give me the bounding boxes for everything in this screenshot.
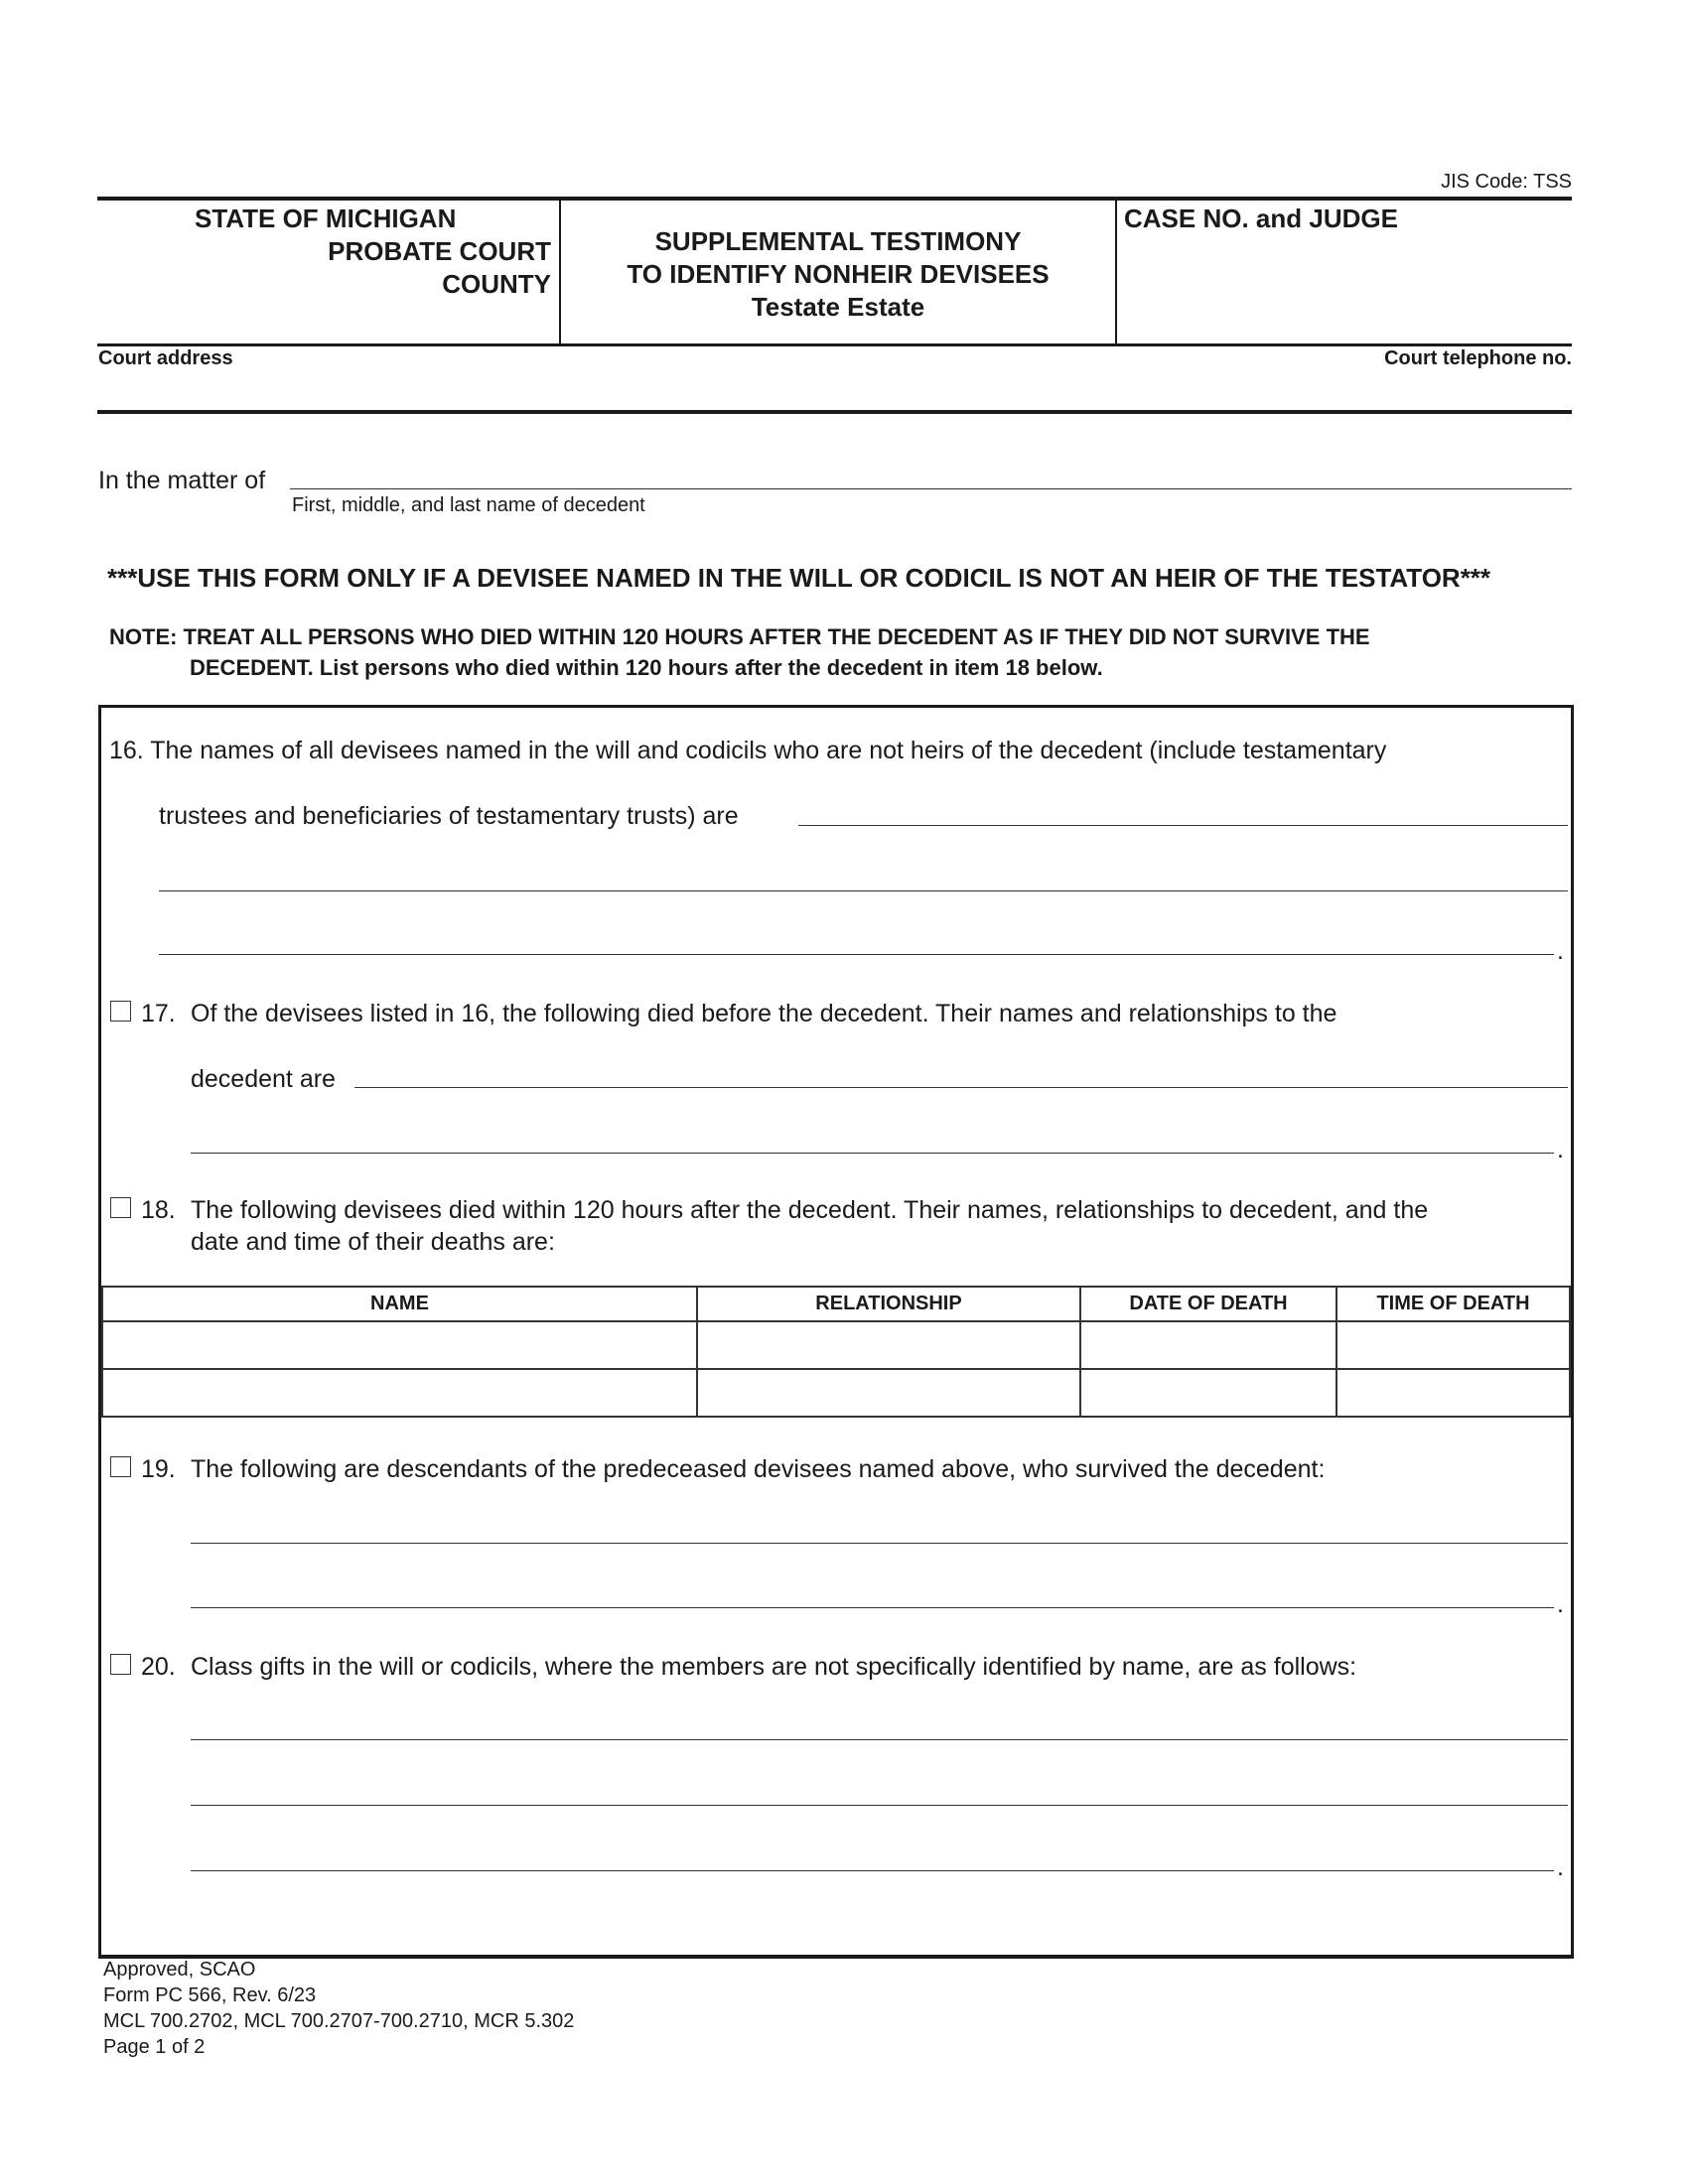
court-address-label: Court address xyxy=(98,347,233,369)
item-17-checkbox[interactable] xyxy=(110,1001,131,1022)
item-19-number: 19. xyxy=(141,1455,176,1483)
footer-approved: Approved, SCAO xyxy=(103,1959,256,1980)
item-18-text-2: date and time of their deaths are: xyxy=(191,1228,555,1256)
decedent-caption: First, middle, and last name of decedent xyxy=(292,494,645,516)
court-label: PROBATE COURT xyxy=(328,236,551,266)
item-18-text: The following devisees died within 120 hours after the decedent. Their names, relationships to decedent, and the xyxy=(191,1196,1429,1224)
item-16-field[interactable] xyxy=(798,825,1568,826)
item-19-checkbox[interactable] xyxy=(110,1456,131,1477)
footer-statutes: MCL 700.2702, MCL 700.2707-700.2710, MCR 5.302 xyxy=(103,2010,575,2032)
name-cell[interactable] xyxy=(102,1369,697,1417)
column-header-name: NAME xyxy=(102,1287,697,1321)
item-19-field[interactable] xyxy=(191,1607,1554,1608)
state-label: STATE OF MICHIGAN xyxy=(195,204,457,233)
item-19-field[interactable] xyxy=(191,1543,1568,1544)
header-bottom-rule xyxy=(97,343,1572,346)
table-header-row xyxy=(102,1287,1570,1321)
time-cell[interactable] xyxy=(1336,1369,1570,1417)
item-20-field[interactable] xyxy=(191,1870,1554,1871)
relationship-cell[interactable] xyxy=(697,1369,1080,1417)
table-row xyxy=(102,1321,1570,1369)
footer-page: Page 1 of 2 xyxy=(103,2036,206,2058)
period: . xyxy=(1557,937,1564,965)
period: . xyxy=(1557,1853,1564,1881)
item-16-text: 16. The names of all devisees named in the will and codicils who are not heirs of the decedent (include testamentary xyxy=(109,737,1387,764)
name-cell[interactable] xyxy=(102,1321,697,1369)
jis-code: JIS Code: TSS xyxy=(1441,171,1572,193)
deaths-table xyxy=(101,1286,1571,1418)
top-rule xyxy=(97,197,1572,201)
item-17-field[interactable] xyxy=(191,1153,1554,1154)
item-20-field[interactable] xyxy=(191,1739,1568,1740)
date-cell[interactable] xyxy=(1080,1369,1336,1417)
footer-form-number: Form PC 566, Rev. 6/23 xyxy=(103,1984,317,2006)
form-subtitle: Testate Estate xyxy=(751,292,925,322)
item-16-text-2: trustees and beneficiaries of testamentary trusts) are xyxy=(159,802,739,830)
item-17-text: Of the devisees listed in 16, the following died before the decedent. Their names and relationships to the xyxy=(191,1000,1337,1027)
item-20-number: 20. xyxy=(141,1653,176,1681)
item-20-text: Class gifts in the will or codicils, where the members are not specifically identified by name, are as follows: xyxy=(191,1653,1357,1681)
date-cell[interactable] xyxy=(1080,1321,1336,1369)
period: . xyxy=(1557,1590,1564,1618)
matter-label: In the matter of xyxy=(98,467,266,494)
note-line-2: DECEDENT. List persons who died within 120 hours after the decedent in item 18 below. xyxy=(190,655,1103,680)
address-bottom-rule xyxy=(97,410,1572,414)
divider xyxy=(1115,199,1117,345)
note-line-1: NOTE: TREAT ALL PERSONS WHO DIED WITHIN 120 HOURS AFTER THE DECEDENT AS IF THEY DID NOT SURVIVE THE xyxy=(109,624,1370,649)
county-label: COUNTY xyxy=(442,269,551,299)
item-17-field[interactable] xyxy=(354,1087,1568,1088)
period: . xyxy=(1557,1136,1564,1163)
form-title-2: TO IDENTIFY NONHEIR DEVISEES xyxy=(627,259,1050,289)
item-18-number: 18. xyxy=(141,1196,176,1224)
item-20-field[interactable] xyxy=(191,1805,1568,1806)
item-17-text-2: decedent are xyxy=(191,1065,336,1093)
case-no-label: CASE NO. and JUDGE xyxy=(1124,204,1398,233)
court-phone-label: Court telephone no. xyxy=(1384,347,1572,369)
item-18-checkbox[interactable] xyxy=(110,1197,131,1218)
relationship-cell[interactable] xyxy=(697,1321,1080,1369)
item-16-field[interactable] xyxy=(159,954,1554,955)
decedent-name-field[interactable] xyxy=(290,488,1572,489)
item-17-number: 17. xyxy=(141,1000,176,1027)
form-title: SUPPLEMENTAL TESTIMONY xyxy=(654,226,1022,256)
column-header-relationship: RELATIONSHIP xyxy=(697,1287,1080,1321)
item-16-field[interactable] xyxy=(159,890,1568,891)
time-cell[interactable] xyxy=(1336,1321,1570,1369)
item-19-text: The following are descendants of the predeceased devisees named above, who survived the decedent: xyxy=(191,1455,1326,1483)
column-header-date: DATE OF DEATH xyxy=(1080,1287,1336,1321)
item-20-checkbox[interactable] xyxy=(110,1654,131,1675)
column-header-time: TIME OF DEATH xyxy=(1336,1287,1570,1321)
table-row xyxy=(102,1369,1570,1417)
warning-text: ***USE THIS FORM ONLY IF A DEVISEE NAMED IN THE WILL OR CODICIL IS NOT AN HEIR OF THE TESTATOR*** xyxy=(107,563,1491,593)
